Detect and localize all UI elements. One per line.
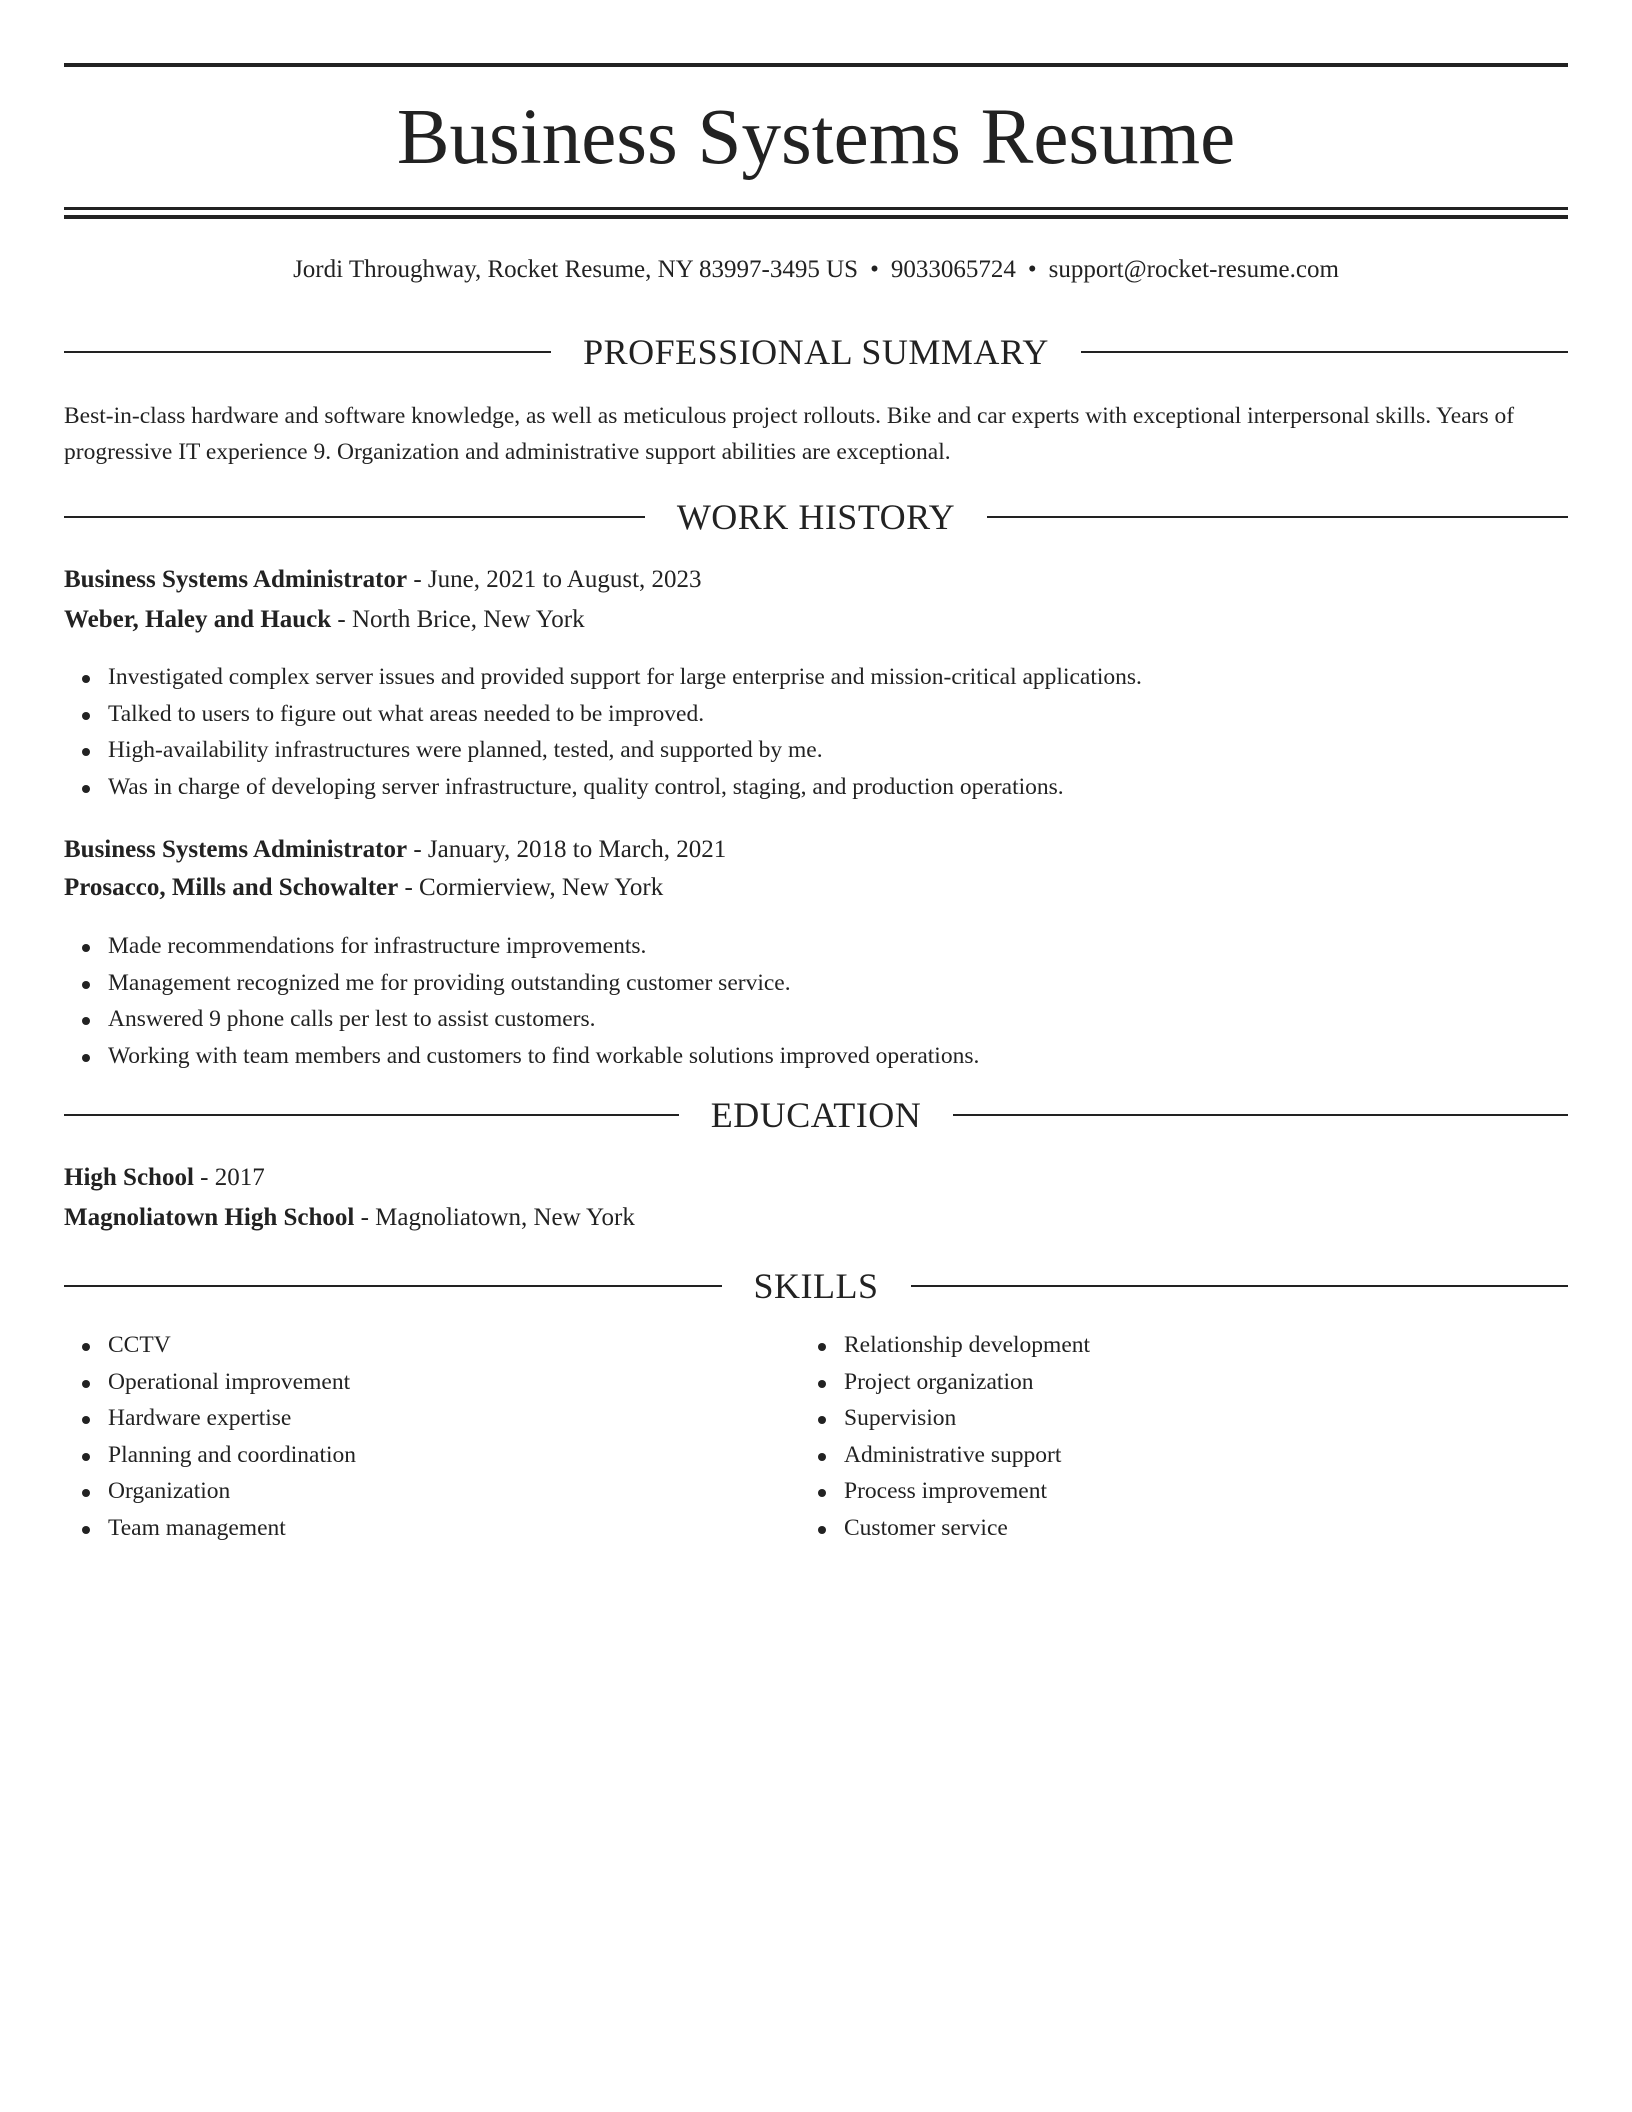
heading-rule — [64, 1114, 679, 1116]
heading-rule — [911, 1285, 1569, 1287]
summary-text: Best-in-class hardware and software knowledge, as well as meticulous project rollouts. Bike and car experts with exceptional interpersonal skills. Years of progressive IT experience 9. Organization and administrative support abilities are exceptional. — [64, 403, 1515, 465]
section-title: PROFESSIONAL SUMMARY — [583, 332, 1049, 372]
job-title: Business Systems Administrator — [64, 566, 408, 593]
heading-rule — [953, 1114, 1568, 1116]
skill-item: Project organization — [844, 1364, 1544, 1401]
section-heading-skills — [64, 1266, 1568, 1306]
resume-title: Business Systems Resume — [396, 94, 1236, 181]
contact-separator: • — [1027, 256, 1037, 283]
skill-item: Supervision — [844, 1400, 1544, 1437]
section-title: SKILLS — [753, 1266, 879, 1306]
section-heading-summary — [64, 332, 1568, 372]
education-school: Magnoliatown High School — [64, 1204, 355, 1231]
job-location: - Cormierview, New York — [398, 874, 664, 901]
contact-phone: 9033065724 — [890, 256, 1016, 283]
heading-rule — [64, 351, 551, 353]
section-title: WORK HISTORY — [676, 497, 956, 537]
contact-address: Jordi Throughway, Rocket Resume, NY 83997-3495 US — [293, 256, 859, 283]
job-company-line — [64, 602, 1568, 638]
job-title-line — [64, 562, 1568, 598]
education-year: - 2017 — [193, 1164, 265, 1191]
list-item: Was in charge of developing server infrastructure, quality control, staging, and production operations. — [108, 769, 1612, 806]
heading-rule — [64, 516, 645, 518]
list-item: Talked to users to figure out what areas needed to be improved. — [108, 696, 1612, 733]
job-company-line — [64, 870, 1568, 906]
education-degree-line — [64, 1160, 1568, 1196]
list-item: Made recommendations for infrastructure improvements. — [108, 928, 1612, 965]
contact-line — [64, 252, 1568, 288]
list-item: Investigated complex server issues and provided support for large enterprise and mission-critical applications. — [108, 659, 1612, 696]
job-location: - North Brice, New York — [331, 606, 585, 633]
job-title-line — [64, 832, 1568, 868]
job-bullets — [64, 659, 1612, 805]
job-title: Business Systems Administrator — [64, 836, 408, 863]
list-item: Answered 9 phone calls per lest to assist customers. — [108, 1001, 1612, 1038]
skill-item: Administrative support — [844, 1437, 1544, 1474]
skill-item: CCTV — [108, 1327, 808, 1364]
skill-item: Team management — [108, 1510, 808, 1547]
skill-item: Hardware expertise — [108, 1400, 808, 1437]
job-dates: - January, 2018 to March, 2021 — [407, 836, 727, 863]
top-rule — [64, 63, 1568, 67]
section-heading-work — [64, 497, 1568, 537]
job-company: Prosacco, Mills and Schowalter — [64, 874, 399, 901]
education-school-line — [64, 1200, 1568, 1236]
skills-list-right — [800, 1327, 1544, 1546]
skill-item: Process improvement — [844, 1473, 1544, 1510]
heading-rule — [1081, 351, 1568, 353]
job-dates: - June, 2021 to August, 2023 — [407, 566, 702, 593]
heading-rule — [987, 516, 1568, 518]
section-title: EDUCATION — [710, 1095, 922, 1135]
job-company: Weber, Haley and Hauck — [64, 606, 332, 633]
job-bullets — [64, 928, 1612, 1074]
skill-item: Operational improvement — [108, 1364, 808, 1401]
skill-item: Planning and coordination — [108, 1437, 808, 1474]
heading-rule — [64, 1285, 722, 1287]
skill-item: Organization — [108, 1473, 808, 1510]
skills-list-left — [64, 1327, 808, 1546]
education-location: - Magnoliatown, New York — [354, 1204, 635, 1231]
skill-item: Relationship development — [844, 1327, 1544, 1364]
section-heading-education — [64, 1095, 1568, 1135]
list-item: High-availability infrastructures were planned, tested, and supported by me. — [108, 732, 1612, 769]
contact-separator: • — [870, 256, 879, 283]
list-item: Working with team members and customers to find workable solutions improved operations. — [108, 1038, 1612, 1075]
skill-item: Customer service — [844, 1510, 1544, 1547]
education-degree: High School — [64, 1164, 194, 1191]
list-item: Management recognized me for providing outstanding customer service. — [108, 965, 1612, 1002]
contact-email: support@rocket-resume.com — [1048, 256, 1339, 283]
title-rule-upper — [64, 207, 1568, 210]
title-rule-lower — [64, 215, 1568, 219]
